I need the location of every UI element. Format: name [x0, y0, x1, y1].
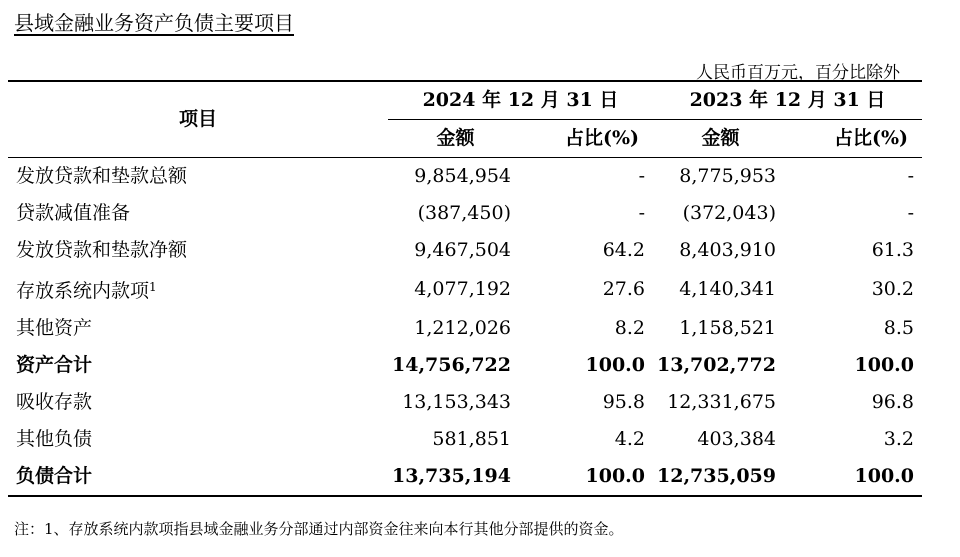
amount-2023: [653, 310, 788, 347]
ratio-2023-text: 96.8: [871, 391, 914, 413]
table-row: [8, 347, 922, 384]
ratio-2024: [523, 232, 653, 269]
row-label: [8, 421, 388, 458]
amount-2024: [388, 232, 523, 269]
balance-table: [8, 80, 922, 497]
amount-2023-text: 1,158,521: [679, 317, 776, 339]
amount-2024-text: 581,851: [432, 428, 511, 450]
amount-2024-text: 9,854,954: [414, 165, 511, 187]
ratio-2024-text: -: [638, 202, 645, 224]
amount-2023-text: 12,735,059: [657, 465, 776, 487]
amount-2024-text: 9,467,504: [414, 239, 511, 261]
row-label-text: 负债合计: [16, 465, 93, 487]
ratio-2024-text: 100.0: [585, 354, 645, 376]
amount-2024: [388, 269, 523, 310]
amount-2023: [653, 458, 788, 496]
ratio-2024-text: 95.8: [602, 391, 645, 413]
amount-2023: [653, 195, 788, 232]
ratio-2023-text: -: [907, 165, 914, 187]
row-label-text: 资产合计: [16, 354, 93, 376]
header-item: 项目: [8, 81, 388, 158]
ratio-2024: [523, 421, 653, 458]
amount-2024-text: 13,735,194: [392, 465, 511, 487]
ratio-2023-text: 8.5: [883, 317, 914, 339]
amount-2024-text: (387,450): [417, 202, 511, 224]
row-label: [8, 195, 388, 232]
row-label: [8, 310, 388, 347]
header-ratio-2023: 占比(%): [788, 120, 922, 158]
ratio-2024-text: -: [638, 165, 645, 187]
amount-2024-text: 1,212,026: [414, 317, 511, 339]
amount-2024: [388, 158, 523, 196]
amount-2023: [653, 384, 788, 421]
ratio-2024: [523, 347, 653, 384]
amount-2023-text: 8,775,953: [679, 165, 776, 187]
row-label: [8, 232, 388, 269]
table-row: [8, 232, 922, 269]
table-row: [8, 458, 922, 496]
ratio-2023-text: 30.2: [871, 278, 914, 300]
header-2024: 2024 年 12 月 31 日: [388, 81, 653, 120]
footnote: 注：1、存放系统内款项指县域金融业务分部通过内部资金往来向本行其他分部提供的资金。: [14, 520, 624, 538]
amount-2024-text: 14,756,722: [392, 354, 511, 376]
table-row: [8, 195, 922, 232]
row-label-text: 发放贷款和垫款总额: [16, 165, 188, 187]
row-label: [8, 347, 388, 384]
ratio-2024-text: 8.2: [614, 317, 645, 339]
amount-2023: [653, 158, 788, 196]
row-label-text: 吸收存款: [16, 391, 93, 413]
row-label-text: 发放贷款和垫款净额: [16, 239, 188, 261]
amount-2023-text: 4,140,341: [679, 278, 776, 300]
row-label: [8, 384, 388, 421]
amount-2023: [653, 421, 788, 458]
unit-note: 人民币百万元，百分比除外: [696, 63, 900, 83]
ratio-2024: [523, 384, 653, 421]
ratio-2023: [788, 310, 922, 347]
table-row: [8, 310, 922, 347]
ratio-2023: [788, 158, 922, 196]
ratio-2023-text: 100.0: [854, 465, 914, 487]
ratio-2023-text: 3.2: [883, 428, 914, 450]
amount-2023-text: (372,043): [682, 202, 776, 224]
table-row: [8, 421, 922, 458]
ratio-2024-text: 27.6: [602, 278, 645, 300]
ratio-2024: [523, 458, 653, 496]
amount-2023-text: 8,403,910: [679, 239, 776, 261]
ratio-2024: [523, 310, 653, 347]
ratio-2024-text: 100.0: [585, 465, 645, 487]
row-label: [8, 158, 388, 196]
ratio-2024: [523, 158, 653, 196]
ratio-2023-text: -: [907, 202, 914, 224]
amount-2024-text: 13,153,343: [402, 391, 511, 413]
header-amount-2023: 金额: [653, 120, 788, 158]
row-label: [8, 269, 388, 310]
row-label-text: 其他资产: [16, 317, 93, 339]
row-label: [8, 458, 388, 496]
ratio-2023-text: 100.0: [854, 354, 914, 376]
row-label-text: 贷款减值准备: [16, 202, 131, 224]
header-2023: 2023 年 12 月 31 日: [653, 81, 922, 120]
amount-2023-text: 12,331,675: [667, 391, 776, 413]
header-ratio-2024: 占比(%): [523, 120, 653, 158]
amount-2023: [653, 232, 788, 269]
ratio-2024-text: 64.2: [602, 239, 645, 261]
amount-2023: [653, 269, 788, 310]
amount-2024: [388, 195, 523, 232]
ratio-2024: [523, 195, 653, 232]
amount-2024: [388, 347, 523, 384]
amount-2024: [388, 421, 523, 458]
amount-2023: [653, 347, 788, 384]
ratio-2023: [788, 195, 922, 232]
ratio-2024-text: 4.2: [614, 428, 645, 450]
ratio-2023: [788, 347, 922, 384]
ratio-2024: [523, 269, 653, 310]
table-row: [8, 158, 922, 196]
amount-2023-text: 13,702,772: [657, 354, 776, 376]
table-row: [8, 269, 922, 310]
header-amount-2024: 金额: [388, 120, 523, 158]
amount-2024: [388, 384, 523, 421]
ratio-2023: [788, 458, 922, 496]
row-label-text: 存放系统内款项: [16, 280, 150, 302]
page-title: 县域金融业务资产负债主要项目: [14, 11, 294, 35]
amount-2024: [388, 458, 523, 496]
row-label-text: 其他负债: [16, 428, 93, 450]
amount-2023-text: 403,384: [697, 428, 776, 450]
ratio-2023-text: 61.3: [871, 239, 914, 261]
amount-2024: [388, 310, 523, 347]
ratio-2023: [788, 269, 922, 310]
footnote-marker: 1: [149, 280, 157, 294]
amount-2024-text: 4,077,192: [414, 278, 511, 300]
ratio-2023: [788, 232, 922, 269]
ratio-2023: [788, 421, 922, 458]
table-row: [8, 384, 922, 421]
ratio-2023: [788, 384, 922, 421]
